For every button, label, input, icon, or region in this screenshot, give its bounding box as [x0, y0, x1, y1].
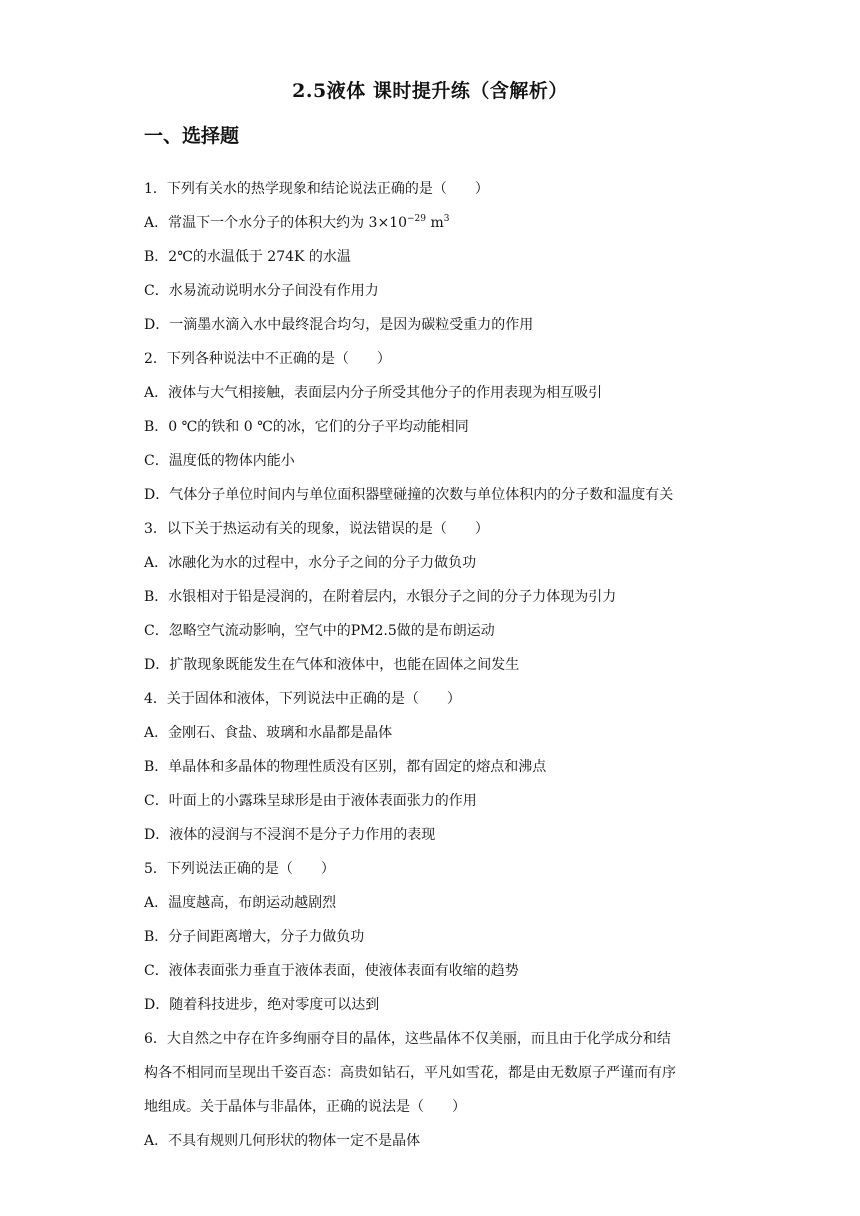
question-stem-line: 构各不相同而呈现出千姿百态：高贵如钻石，平凡如雪花，都是由无数原子严谨而有序 — [144, 1065, 676, 1081]
option-d: D．气体分子单位时间内与单位面积器壁碰撞的次数与单位体积内的分子数和温度有关 — [144, 487, 674, 503]
option-a: A．冰融化为水的过程中，水分子之间的分子力做负功 — [144, 555, 477, 571]
section-title: 一、选择题 — [144, 125, 240, 147]
question-5 — [144, 852, 734, 1022]
option-d: D．一滴墨水滴入水中最终混合均匀，是因为碳粒受重力的作用 — [144, 317, 534, 333]
unit-text: m — [426, 215, 444, 231]
exponent: −29 — [407, 214, 427, 224]
option-text: A．常温下一个水分子的体积大约为 3×10 — [144, 215, 408, 231]
option-a: A．液体与大气相接触，表面层内分子所受其他分子的作用表现为相互吸引 — [144, 385, 603, 401]
option-a — [144, 206, 734, 240]
option-b: B．0 ℃的铁和 0 ℃的冰，它们的分子平均动能相同 — [144, 419, 469, 435]
option-b: B．2℃的水温低于 274K 的水温 — [144, 249, 351, 265]
option-c: C．液体表面张力垂直于液体表面，使液体表面有收缩的趋势 — [144, 963, 519, 979]
question-stem: 5．下列说法正确的是（ ） — [144, 861, 335, 877]
option-c: C．忽略空气流动影响，空气中的PM2.5做的是布朗运动 — [144, 623, 495, 639]
option-c: C．叶面上的小露珠呈球形是由于液体表面张力的作用 — [144, 793, 477, 809]
question-3 — [144, 512, 734, 682]
question-stem: 1．下列有关水的热学现象和结论说法正确的是（ ） — [144, 181, 489, 197]
option-d: D．扩散现象既能发生在气体和液体中，也能在固体之间发生 — [144, 657, 520, 673]
question-stem: 4．关于固体和液体，下列说法中正确的是（ ） — [144, 691, 461, 707]
question-2 — [144, 342, 734, 512]
option-a: A．不具有规则几何形状的物体一定不是晶体 — [144, 1133, 421, 1149]
option-b: B．水银相对于铅是浸润的，在附着层内，水银分子之间的分子力体现为引力 — [144, 589, 617, 605]
question-stem: 3．以下关于热运动有关的现象，说法错误的是（ ） — [144, 521, 489, 537]
option-d: D．液体的浸润与不浸润不是分子力作用的表现 — [144, 827, 436, 843]
document-title: 2.5液体 课时提升练（含解析） — [292, 80, 568, 102]
question-stem-line: 6．大自然之中存在许多绚丽夺目的晶体，这些晶体不仅美丽，而且由于化学成分和结 — [144, 1031, 671, 1047]
unit-exponent: 3 — [443, 214, 450, 224]
question-6 — [144, 1022, 734, 1158]
option-c: C．温度低的物体内能小 — [144, 453, 295, 469]
question-1 — [144, 172, 734, 342]
question-stem-line: 地组成。关于晶体与非晶体，正确的说法是（ ） — [144, 1099, 466, 1115]
option-c: C．水易流动说明水分子间没有作用力 — [144, 283, 379, 299]
option-d: D．随着科技进步，绝对零度可以达到 — [144, 997, 380, 1013]
question-4 — [144, 682, 734, 852]
option-a: A．温度越高，布朗运动越剧烈 — [144, 895, 337, 911]
question-stem: 2．下列各种说法中不正确的是（ ） — [144, 351, 391, 367]
option-b: B．单晶体和多晶体的物理性质没有区别，都有固定的熔点和沸点 — [144, 759, 547, 775]
option-b: B．分子间距离增大，分子力做负功 — [144, 929, 365, 945]
option-a: A．金刚石、食盐、玻璃和水晶都是晶体 — [144, 725, 393, 741]
question-list — [144, 172, 734, 1158]
